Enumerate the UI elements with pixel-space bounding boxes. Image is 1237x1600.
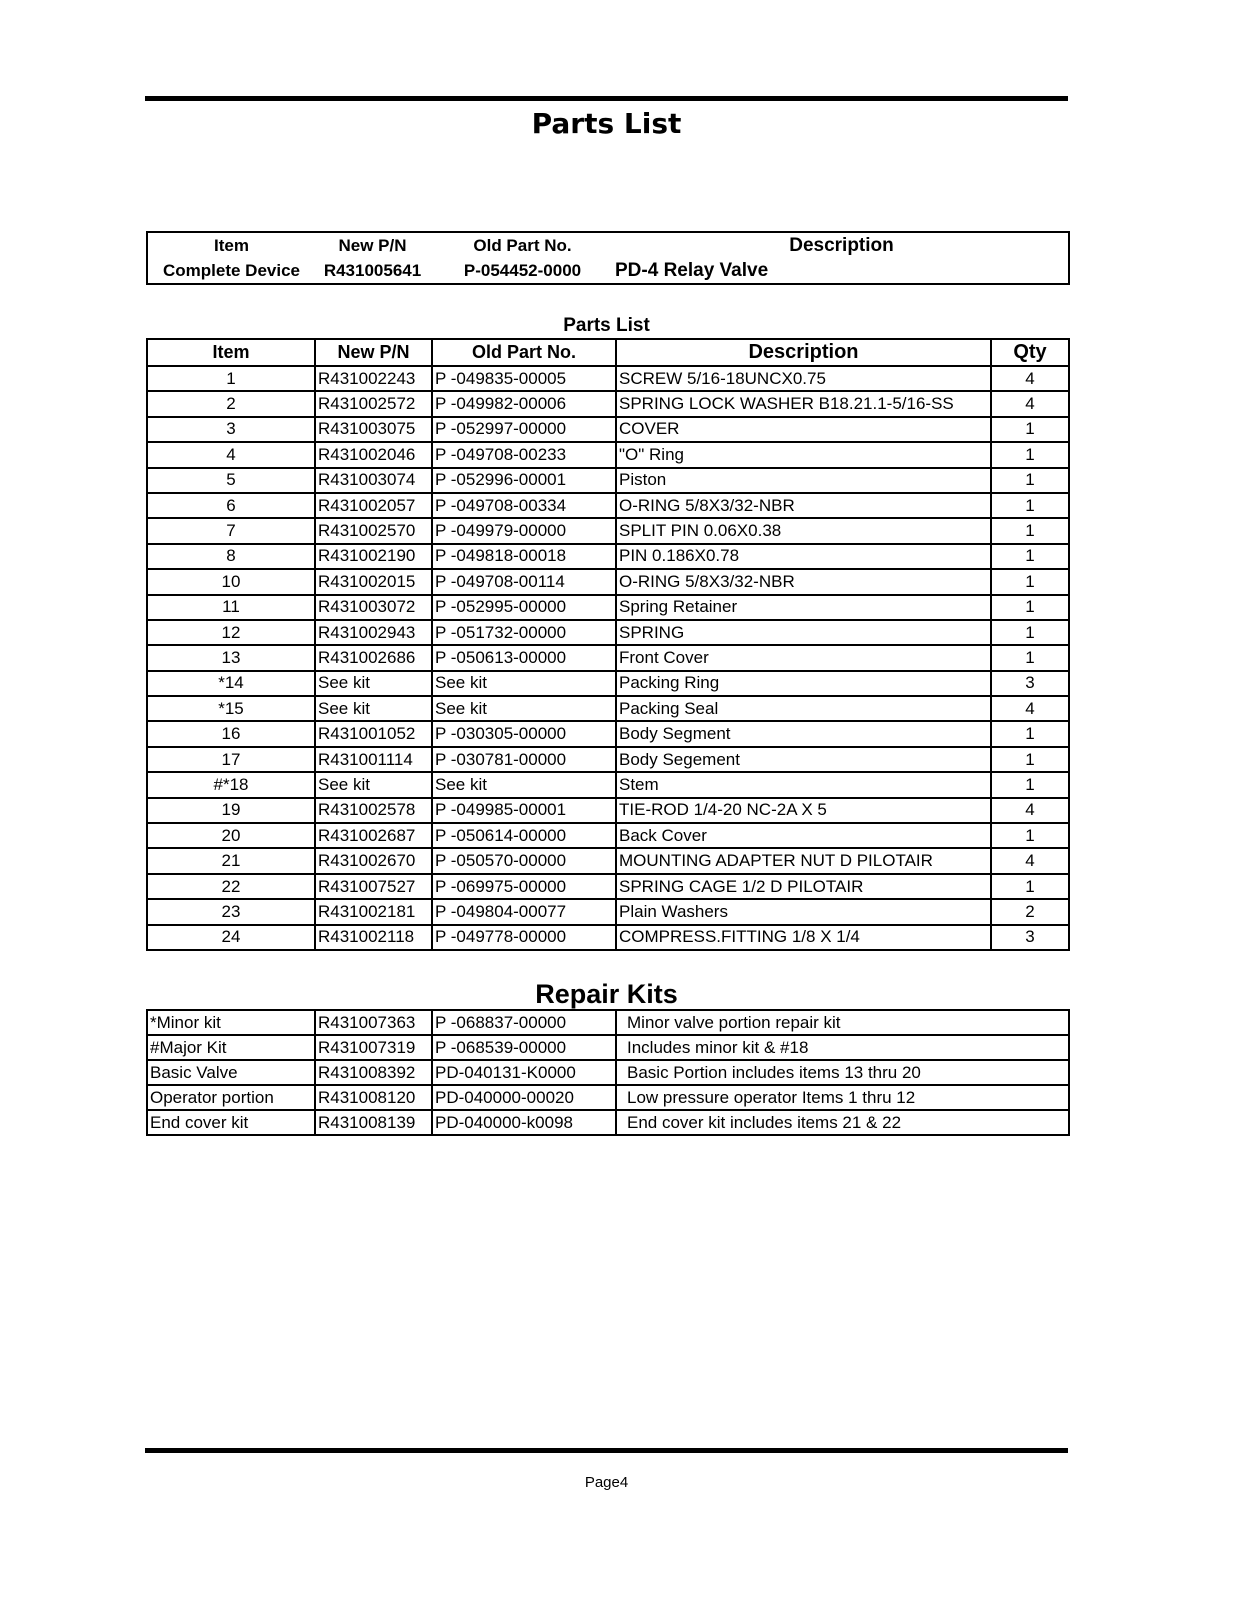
device-table-row <box>147 258 1069 284</box>
part-new-pn-cell: R431002190 <box>315 544 432 569</box>
bottom-rule <box>145 1448 1068 1453</box>
table-row <box>147 417 1069 442</box>
parts-header-old-pn: Old Part No. <box>432 339 616 366</box>
kit-old-pn-cell: PD-040000-00020 <box>432 1085 616 1110</box>
part-new-pn-cell: R431002570 <box>315 518 432 543</box>
part-item-cell: 17 <box>147 747 315 772</box>
page-number: Page4 <box>584 1474 629 1491</box>
device-header-item: Item <box>214 235 249 255</box>
part-description-cell: TIE-ROD 1/4-20 NC-2A X 5 <box>616 798 991 823</box>
kit-new-pn-cell: R431007363 <box>315 1010 432 1035</box>
table-row <box>147 1085 1069 1110</box>
part-qty-cell: 1 <box>991 595 1069 620</box>
part-qty-cell: 1 <box>991 772 1069 797</box>
part-new-pn-cell: R431002670 <box>315 848 432 873</box>
parts-table-header <box>147 339 1069 366</box>
table-row <box>147 747 1069 772</box>
device-item: Complete Device <box>163 260 300 280</box>
repair-kits-title: Repair Kits <box>535 979 678 1009</box>
table-row <box>147 925 1069 950</box>
part-old-pn-cell: P -050570-00000 <box>432 848 616 873</box>
part-old-pn-cell: P -049982-00006 <box>432 391 616 416</box>
part-description-cell: SCREW 5/16-18UNCX0.75 <box>616 366 991 391</box>
part-old-pn-cell: P -049708-00233 <box>432 442 616 467</box>
kit-old-pn-cell: PD-040000-k0098 <box>432 1110 616 1135</box>
page-title: Parts List <box>531 107 682 140</box>
part-description-cell: Packing Ring <box>616 671 991 696</box>
part-new-pn-cell: R431002943 <box>315 620 432 645</box>
part-item-cell: 20 <box>147 823 315 848</box>
part-item-cell: 21 <box>147 848 315 873</box>
part-description-cell: SPLIT PIN 0.06X0.38 <box>616 518 991 543</box>
kit-description-cell: Minor valve portion repair kit <box>616 1010 1069 1035</box>
table-row <box>147 1110 1069 1135</box>
part-old-pn-cell: P -050614-00000 <box>432 823 616 848</box>
repair-kits-body <box>147 1010 1069 1135</box>
table-row <box>147 544 1069 569</box>
parts-table <box>146 338 1070 951</box>
device-header-description: Description <box>789 234 894 256</box>
part-qty-cell: 3 <box>991 925 1069 950</box>
part-qty-cell: 1 <box>991 544 1069 569</box>
part-old-pn-cell: P -069975-00000 <box>432 874 616 899</box>
part-item-cell: 8 <box>147 544 315 569</box>
part-old-pn-cell: P -030781-00000 <box>432 747 616 772</box>
table-row <box>147 798 1069 823</box>
part-description-cell: Spring Retainer <box>616 595 991 620</box>
table-row <box>147 493 1069 518</box>
part-description-cell: Packing Seal <box>616 696 991 721</box>
table-row <box>147 696 1069 721</box>
table-row <box>147 518 1069 543</box>
part-qty-cell: 1 <box>991 645 1069 670</box>
part-new-pn-cell: R431002181 <box>315 899 432 924</box>
part-qty-cell: 1 <box>991 518 1069 543</box>
part-description-cell: O-RING 5/8X3/32-NBR <box>616 569 991 594</box>
part-old-pn-cell: P -052995-00000 <box>432 595 616 620</box>
kit-old-pn-cell: PD-040131-K0000 <box>432 1060 616 1085</box>
part-new-pn-cell: R431003074 <box>315 468 432 493</box>
part-item-cell: *14 <box>147 671 315 696</box>
parts-header-description: Description <box>616 339 991 366</box>
part-description-cell: Body Segement <box>616 747 991 772</box>
part-description-cell: SPRING CAGE 1/2 D PILOTAIR <box>616 874 991 899</box>
kit-name-cell: *Minor kit <box>147 1010 315 1035</box>
table-row <box>147 1060 1069 1085</box>
part-old-pn-cell: P -049979-00000 <box>432 518 616 543</box>
part-new-pn-cell: See kit <box>315 772 432 797</box>
device-header-new-pn: New P/N <box>338 235 407 255</box>
part-new-pn-cell: R431002578 <box>315 798 432 823</box>
part-new-pn-cell: R431003072 <box>315 595 432 620</box>
part-new-pn-cell: R431002015 <box>315 569 432 594</box>
part-qty-cell: 1 <box>991 874 1069 899</box>
part-description-cell: COMPRESS.FITTING 1/8 X 1/4 <box>616 925 991 950</box>
kit-name-cell: Basic Valve <box>147 1060 315 1085</box>
part-new-pn-cell: See kit <box>315 696 432 721</box>
part-old-pn-cell: See kit <box>432 671 616 696</box>
part-qty-cell: 1 <box>991 823 1069 848</box>
kit-description-cell: Low pressure operator Items 1 thru 12 <box>616 1085 1069 1110</box>
part-new-pn-cell: R431002686 <box>315 645 432 670</box>
kit-description-cell: Basic Portion includes items 13 thru 20 <box>616 1060 1069 1085</box>
part-qty-cell: 1 <box>991 747 1069 772</box>
table-row <box>147 671 1069 696</box>
part-old-pn-cell: P -049708-00114 <box>432 569 616 594</box>
part-item-cell: 12 <box>147 620 315 645</box>
part-qty-cell: 4 <box>991 696 1069 721</box>
part-description-cell: COVER <box>616 417 991 442</box>
part-qty-cell: 1 <box>991 468 1069 493</box>
part-new-pn-cell: R431001052 <box>315 721 432 746</box>
table-row <box>147 468 1069 493</box>
part-new-pn-cell: R431002243 <box>315 366 432 391</box>
part-qty-cell: 4 <box>991 798 1069 823</box>
part-description-cell: O-RING 5/8X3/32-NBR <box>616 493 991 518</box>
device-table-header <box>147 232 1069 258</box>
part-old-pn-cell: P -049985-00001 <box>432 798 616 823</box>
table-row <box>147 569 1069 594</box>
part-new-pn-cell: R431007527 <box>315 874 432 899</box>
kit-name-cell: End cover kit <box>147 1110 315 1135</box>
table-row <box>147 721 1069 746</box>
part-description-cell: Back Cover <box>616 823 991 848</box>
part-old-pn-cell: P -049708-00334 <box>432 493 616 518</box>
parts-header-qty: Qty <box>991 339 1069 366</box>
part-description-cell: Stem <box>616 772 991 797</box>
part-item-cell: 4 <box>147 442 315 467</box>
table-row <box>147 442 1069 467</box>
kit-old-pn-cell: P -068837-00000 <box>432 1010 616 1035</box>
part-new-pn-cell: R431001114 <box>315 747 432 772</box>
table-row <box>147 620 1069 645</box>
kit-description-cell: Includes minor kit & #18 <box>616 1035 1069 1060</box>
part-description-cell: Body Segment <box>616 721 991 746</box>
part-item-cell: 3 <box>147 417 315 442</box>
kit-name-cell: Operator portion <box>147 1085 315 1110</box>
kit-new-pn-cell: R431008392 <box>315 1060 432 1085</box>
table-row <box>147 1035 1069 1060</box>
part-item-cell: 19 <box>147 798 315 823</box>
top-rule <box>145 96 1068 101</box>
kit-new-pn-cell: R431008120 <box>315 1085 432 1110</box>
part-item-cell: 23 <box>147 899 315 924</box>
part-old-pn-cell: See kit <box>432 772 616 797</box>
part-description-cell: Front Cover <box>616 645 991 670</box>
table-row <box>147 595 1069 620</box>
table-row <box>147 874 1069 899</box>
part-item-cell: 22 <box>147 874 315 899</box>
part-description-cell: SPRING LOCK WASHER B18.21.1-5/16-SS <box>616 391 991 416</box>
part-qty-cell: 3 <box>991 671 1069 696</box>
device-table <box>146 231 1070 285</box>
part-qty-cell: 1 <box>991 721 1069 746</box>
part-old-pn-cell: P -049804-00077 <box>432 899 616 924</box>
part-item-cell: 13 <box>147 645 315 670</box>
part-description-cell: Piston <box>616 468 991 493</box>
part-qty-cell: 4 <box>991 391 1069 416</box>
part-old-pn-cell: P -052997-00000 <box>432 417 616 442</box>
kit-name-cell: #Major Kit <box>147 1035 315 1060</box>
part-item-cell: 2 <box>147 391 315 416</box>
part-new-pn-cell: R431002687 <box>315 823 432 848</box>
table-row <box>147 391 1069 416</box>
table-row <box>147 823 1069 848</box>
device-old-pn: P-054452-0000 <box>463 260 582 280</box>
part-item-cell: 7 <box>147 518 315 543</box>
part-item-cell: 5 <box>147 468 315 493</box>
part-item-cell: 11 <box>147 595 315 620</box>
part-description-cell: Plain Washers <box>616 899 991 924</box>
device-description: PD-4 Relay Valve <box>615 259 769 281</box>
part-item-cell: 16 <box>147 721 315 746</box>
part-new-pn-cell: R431002057 <box>315 493 432 518</box>
device-new-pn: R431005641 <box>323 260 422 280</box>
parts-header-new-pn: New P/N <box>315 339 432 366</box>
part-qty-cell: 1 <box>991 620 1069 645</box>
part-new-pn-cell: See kit <box>315 671 432 696</box>
part-old-pn-cell: P -051732-00000 <box>432 620 616 645</box>
table-row <box>147 772 1069 797</box>
part-qty-cell: 4 <box>991 848 1069 873</box>
part-old-pn-cell: P -049778-00000 <box>432 925 616 950</box>
table-row <box>147 645 1069 670</box>
part-description-cell: SPRING <box>616 620 991 645</box>
part-qty-cell: 2 <box>991 899 1069 924</box>
table-row <box>147 1010 1069 1035</box>
part-item-cell: 6 <box>147 493 315 518</box>
table-row <box>147 848 1069 873</box>
table-row <box>147 899 1069 924</box>
part-qty-cell: 1 <box>991 417 1069 442</box>
kit-new-pn-cell: R431008139 <box>315 1110 432 1135</box>
part-description-cell: PIN 0.186X0.78 <box>616 544 991 569</box>
parts-header-item: Item <box>147 339 315 366</box>
part-qty-cell: 1 <box>991 442 1069 467</box>
part-new-pn-cell: R431002046 <box>315 442 432 467</box>
part-old-pn-cell: P -050613-00000 <box>432 645 616 670</box>
part-new-pn-cell: R431002572 <box>315 391 432 416</box>
part-new-pn-cell: R431003075 <box>315 417 432 442</box>
part-item-cell: 1 <box>147 366 315 391</box>
part-old-pn-cell: P -052996-00001 <box>432 468 616 493</box>
device-header-old-pn: Old Part No. <box>473 235 572 255</box>
part-item-cell: 24 <box>147 925 315 950</box>
kit-description-cell: End cover kit includes items 21 & 22 <box>616 1110 1069 1135</box>
part-item-cell: *15 <box>147 696 315 721</box>
part-item-cell: #*18 <box>147 772 315 797</box>
part-old-pn-cell: See kit <box>432 696 616 721</box>
kit-old-pn-cell: P -068539-00000 <box>432 1035 616 1060</box>
parts-table-body <box>147 366 1069 950</box>
part-qty-cell: 1 <box>991 569 1069 594</box>
part-old-pn-cell: P -049818-00018 <box>432 544 616 569</box>
part-description-cell: MOUNTING ADAPTER NUT D PILOTAIR <box>616 848 991 873</box>
part-item-cell: 10 <box>147 569 315 594</box>
parts-list-subtitle: Parts List <box>563 315 650 336</box>
repair-kits-table <box>146 1009 1070 1136</box>
part-new-pn-cell: R431002118 <box>315 925 432 950</box>
part-qty-cell: 4 <box>991 366 1069 391</box>
part-qty-cell: 1 <box>991 493 1069 518</box>
part-old-pn-cell: P -030305-00000 <box>432 721 616 746</box>
kit-new-pn-cell: R431007319 <box>315 1035 432 1060</box>
part-old-pn-cell: P -049835-00005 <box>432 366 616 391</box>
part-description-cell: "O" Ring <box>616 442 991 467</box>
table-row <box>147 366 1069 391</box>
